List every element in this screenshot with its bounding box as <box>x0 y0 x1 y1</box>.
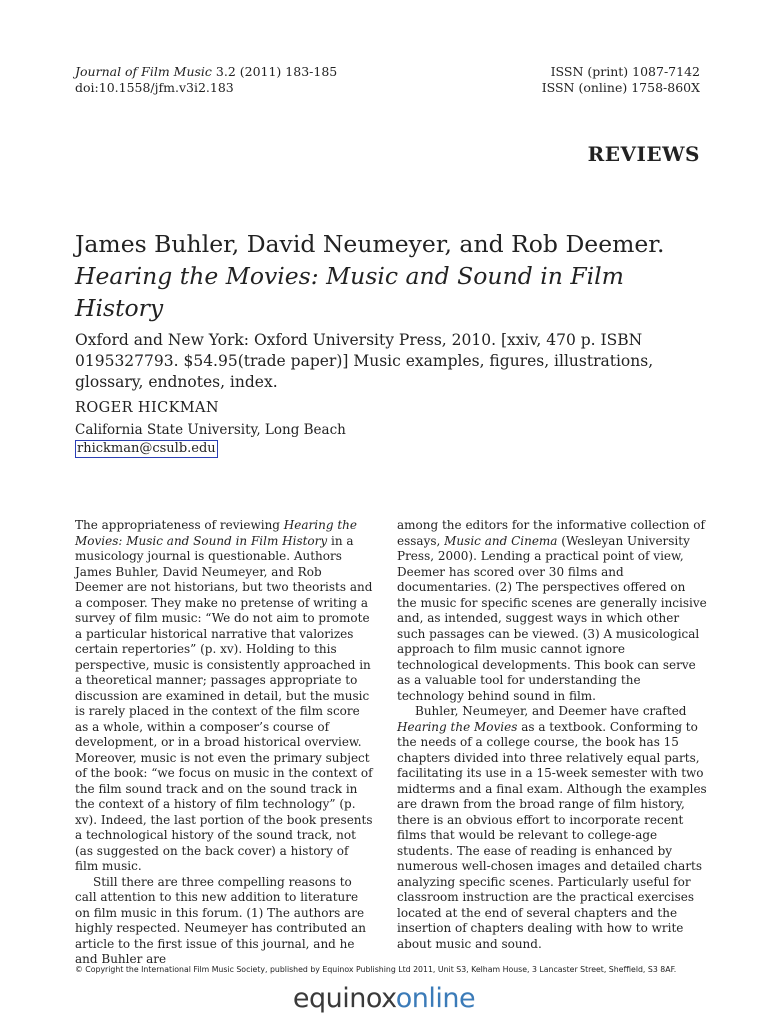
publisher-logo <box>0 983 768 1014</box>
body-column-right <box>397 518 707 952</box>
issn-online: ISSN (online) 1758-860X <box>541 80 700 95</box>
issn-print: ISSN (print) 1087-7142 <box>550 64 700 79</box>
book-title-inline: Hearing the Movies <box>397 719 518 734</box>
book-title: Hearing the Movies: Music and Sound in Film History <box>75 262 624 322</box>
paragraph-text: The appropriateness of reviewing <box>75 518 284 532</box>
book-title-inline: Hearing the Movies: Music and Sound in Film History <box>75 518 357 548</box>
body-column-left <box>75 518 373 968</box>
copyright-notice: © Copyright the International Film Music Society, published by Equinox Publishing Ltd 2011, Unit S3, Kelham House, 3 Lancaster Street, Sheffield, S3 8AF. <box>75 965 677 974</box>
reviewer-name: ROGER HICKMAN <box>75 400 220 416</box>
paragraph-4 <box>397 704 707 952</box>
paragraph-text: as a textbook. Conforming to the needs of a college course, the book has 15 chapters divided into three relatively equal parts, facilitating its use in a 15-week semester with two midterms and a final exam. Although the examples are drawn from the broad range of film history, there is an obvious effort to incorporate recent films that would be relevant to college-age students. The ease of reading is enhanced by numerous well-chosen images and detailed charts analyzing specific scenes. Particularly useful for classroom instruction are the practical exercises located at the end of several chapters and the insertion of chapters dealing with how to write about music and sound. <box>397 719 707 951</box>
paragraph-text: in a musicology journal is questionable. Authors James Buhler, David Neumeyer, and Rob Deemer are not historians, but two theorists and a composer. They make no pretense of writing a survey of film music: “We do not aim to promote a particular historical narrative that valorizes certain repertories” (p. xv). Holding to this perspective, music is consistently approached in a theoretical manner; passages appropriate to discussion are examined in detail, but the music is rarely placed in the context of the film score as a whole, within a composer’s course of development, or in a broad historical overview. Moreover, music is not even the primary subject of the book: “we focus on music in the context of the film sound track and on the sound track in the context of a history of film technology” (p. xv). Indeed, the last portion of the book presents a technological history of the sound track, not (as suggested on the back cover) a history of film music. <box>75 533 373 873</box>
paragraph-text: Buhler, Neumeyer, and Deemer have crafted <box>415 704 687 718</box>
volume-pages: 3.2 (2011) 183-185 <box>211 64 338 79</box>
paragraph-1 <box>75 518 373 875</box>
reviewer-email-link[interactable]: rhickman@csulb.edu <box>77 441 216 456</box>
paragraph-3 <box>397 518 707 704</box>
doi: doi:10.1558/jfm.v3i2.183 <box>75 80 234 95</box>
paragraph-text: (Wesleyan University Press, 2000). Lending a practical point of view, Deemer has scored over 30 films and documentaries. (2) The perspectives offered on the music for specific scenes are generally incisive and, as intended, suggest ways in which other such passages can be viewed. (3) A musicological approach to film music cannot ignore technological developments. This book can serve as a valuable tool for understanding the technology behind sound in film. <box>397 533 707 703</box>
section-heading: REVIEWS <box>587 142 700 166</box>
publication-details: Oxford and New York: Oxford University Press, 2010. [xxiv, 470 p. ISBN 0195327793. $54.95(trade paper)] Music examples, figures, illustrations, glossary, endnotes, index. <box>75 331 654 391</box>
review-title <box>75 228 715 324</box>
logo-text-equinox: equinox <box>292 983 396 1014</box>
journal-citation <box>75 64 337 96</box>
paragraph-text: among the editors for the informative collection of essays, <box>397 518 705 548</box>
logo-text-online: online <box>395 983 476 1014</box>
paragraph-2: Still there are three compelling reasons to call attention to this new addition to literature on film music in this forum. (1) The authors are highly respected. Neumeyer has contributed an article to the first issue of this journal, and he and Buhler are <box>75 874 367 966</box>
cited-title-inline: Music and Cinema <box>444 533 558 548</box>
reviewer-affiliation: California State University, Long Beach <box>75 422 346 438</box>
issn-block <box>542 64 700 96</box>
journal-name: Journal of Film Music <box>75 64 212 79</box>
book-authors: James Buhler, David Neumeyer, and Rob Deemer. <box>75 230 665 258</box>
